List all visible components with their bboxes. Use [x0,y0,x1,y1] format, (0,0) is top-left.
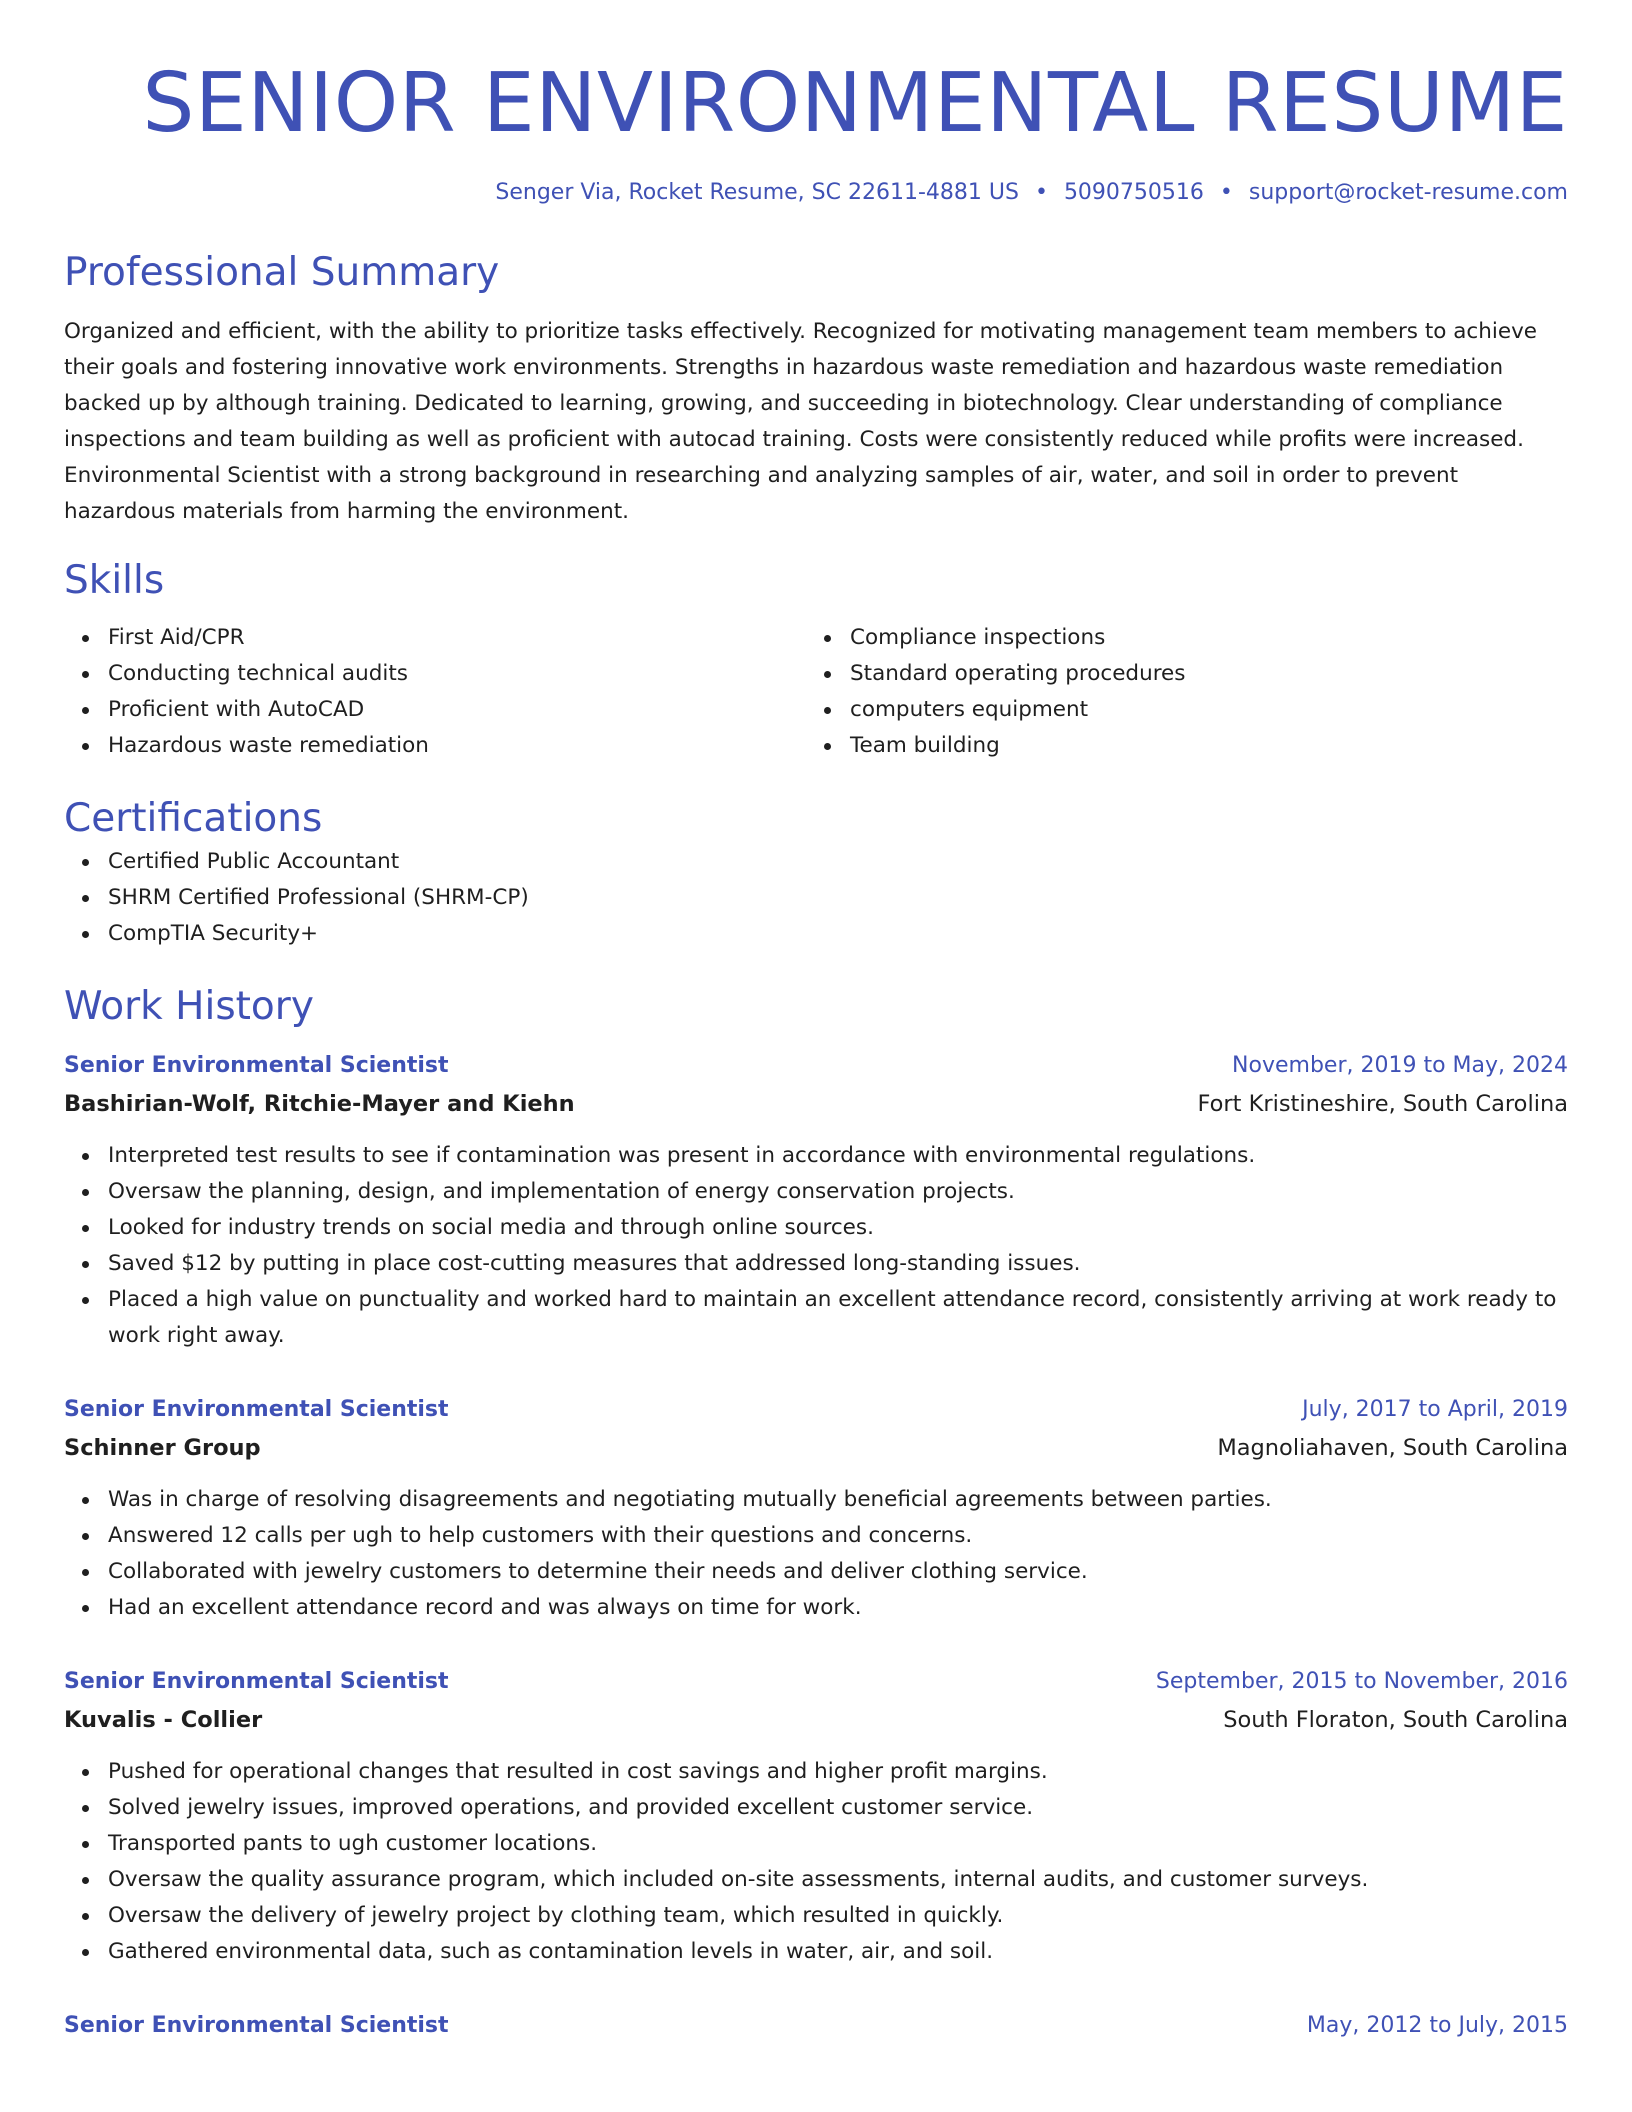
skill-item: Team building [850,728,1548,764]
resume-name: SENIOR ENVIRONMENTAL RESUME [142,56,1568,151]
certifications-heading: Certifications [64,796,323,841]
contact-email: support@rocket-resume.com [1248,180,1568,205]
job-bullet: Was in charge of resolving disagreements and negotiating mutually beneficial agreements between parties. [108,1482,1568,1518]
summary-text: Organized and efficient, with the ability to prioritize tasks effectively. Recognized for motivating management team members to achieve their goals and fostering innovative work environments. Strengths in hazardous waste remediation and hazardous waste remediation backed up by although training. Dedicated to learning, growing, and succeeding in biotechnology. Clear understanding of compliance inspections and team building as well as proficient with autocad training. Costs were consistently reduced while profits were increased. Environmental Scientist with a strong background in researching and analyzing samples of air, water, and soil in order to prevent hazardous materials from harming the environment. [64,319,1538,524]
job-bullets [64,1138,1568,1354]
summary-heading: Professional Summary [64,250,500,295]
skill-item: Standard operating procedures [850,656,1548,692]
job-entry [64,1392,1568,1626]
skills-right-list [806,620,1548,764]
job-title: Senior Environmental Scientist [64,1397,449,1422]
certification-item: Certified Public Accountant [108,844,1568,880]
job-company: Bashirian-Wolf, Ritchie-Mayer and Kiehn [64,1091,575,1117]
certifications-list [64,844,1568,952]
contact-separator: • [1219,180,1233,205]
certification-item: CompTIA Security+ [108,916,1568,952]
job-entry [64,1048,1568,1354]
job-dates: September, 2015 to November, 2016 [1155,1669,1568,1694]
resume-page [64,0,1568,2044]
job-bullet: Saved $12 by putting in place cost-cutting measures that addressed long-standing issues. [108,1246,1568,1282]
job-entry [64,2008,1568,2044]
contact-phone: 5090750516 [1063,180,1204,205]
job-title: Senior Environmental Scientist [64,1053,449,1078]
job-bullet: Solved jewelry issues, improved operations, and provided excellent customer service. [108,1790,1568,1826]
job-dates: May, 2012 to July, 2015 [1306,2013,1568,2038]
job-location: Fort Kristineshire, South Carolina [1197,1091,1568,1117]
job-bullet: Oversaw the delivery of jewelry project by clothing team, which resulted in quickly. [108,1898,1568,1934]
skill-item: First Aid/CPR [108,620,806,656]
job-bullet: Gathered environmental data, such as contamination levels in water, air, and soil. [108,1934,1568,1970]
job-bullet: Oversaw the planning, design, and implementation of energy conservation projects. [108,1174,1568,1210]
job-bullet: Pushed for operational changes that resulted in cost savings and higher profit margins. [108,1754,1568,1790]
job-bullet: Answered 12 calls per ugh to help customers with their questions and concerns. [108,1518,1568,1554]
contact-line [64,178,1568,208]
job-bullet: Had an excellent attendance record and was always on time for work. [108,1590,1568,1626]
job-dates: July, 2017 to April, 2019 [1302,1397,1568,1422]
skills-heading: Skills [64,558,165,603]
job-dates: November, 2019 to May, 2024 [1232,1053,1568,1078]
job-bullet: Collaborated with jewelry customers to determine their needs and deliver clothing service. [108,1554,1568,1590]
job-bullet: Oversaw the quality assurance program, which included on-site assessments, internal audits, and customer surveys. [108,1862,1568,1898]
skills-left-list [64,620,806,764]
skill-item: Hazardous waste remediation [108,728,806,764]
job-location: South Floraton, South Carolina [1223,1707,1568,1733]
job-bullet: Placed a high value on punctuality and worked hard to maintain an excellent attendance record, consistently arriving at work ready to work right away. [108,1282,1568,1354]
work-history-heading: Work History [64,984,314,1029]
job-bullets [64,1482,1568,1626]
job-location: Magnoliahaven, South Carolina [1217,1435,1568,1461]
skill-item: Conducting technical audits [108,656,806,692]
contact-separator: • [1034,180,1048,205]
job-bullets [64,1754,1568,1970]
certification-item: SHRM Certified Professional (SHRM-CP) [108,880,1568,916]
job-title: Senior Environmental Scientist [64,1669,449,1694]
job-bullet: Looked for industry trends on social media and through online sources. [108,1210,1568,1246]
skill-item: Proficient with AutoCAD [108,692,806,728]
skills-columns [64,620,1568,764]
skill-item: Compliance inspections [850,620,1548,656]
job-company: Kuvalis - Collier [64,1707,263,1733]
contact-address: Senger Via, Rocket Resume, SC 22611-4881 US [495,180,1019,205]
skill-item: computers equipment [850,692,1548,728]
job-bullet: Transported pants to ugh customer locations. [108,1826,1568,1862]
job-bullet: Interpreted test results to see if contamination was present in accordance with environmental regulations. [108,1138,1568,1174]
job-entry [64,1664,1568,1970]
job-title: Senior Environmental Scientist [64,2013,449,2038]
job-company: Schinner Group [64,1435,261,1461]
